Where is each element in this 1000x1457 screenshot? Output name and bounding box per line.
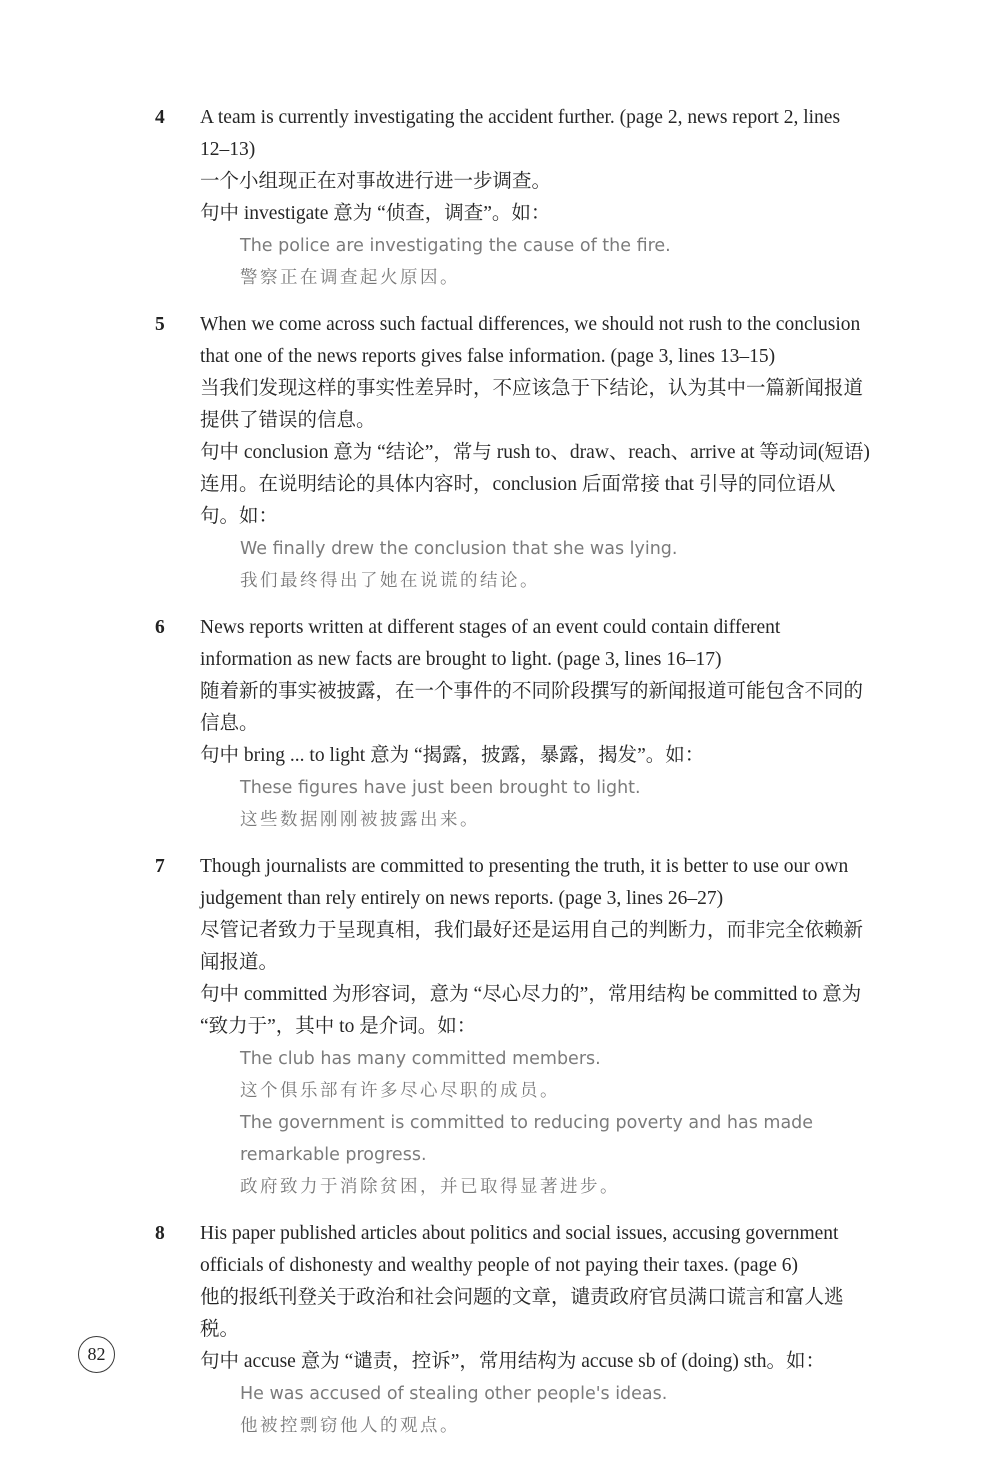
- item-vocab-explanation: 句中 bring ... to light 意为 “揭露，披露，暴露，揭发”。如：: [200, 745, 705, 766]
- list-item: [155, 1218, 873, 1442]
- example-block: [240, 1378, 860, 1442]
- example-sentence-en: These figures have just been brought to light.: [240, 778, 641, 798]
- item-vocab-explanation: 句中 conclusion 意为 “结论”，常与 rush to、draw、reach、arrive at 等动词(短语)连用。在说明结论的具体内容时，conclusion 后面常接 that 引导的同位语从句。如：: [200, 442, 870, 527]
- example-sentence-zh: 我们最终得出了她在说谎的结论。: [240, 571, 540, 591]
- item-english-text: A team is currently investigating the accident further. (page 2, news report 2, lines 12–13): [200, 107, 841, 160]
- item-body: [200, 612, 873, 836]
- example-sentence-en: The government is committed to reducing poverty and has made remarkable progress.: [240, 1113, 814, 1165]
- list-item: [155, 309, 873, 597]
- example-sentence-zh: 他被控剽窃他人的观点。: [240, 1416, 460, 1436]
- item-number: 6: [155, 617, 165, 638]
- example-sentence-zh: 警察正在调查起火原因。: [240, 268, 460, 288]
- item-body: [200, 102, 873, 294]
- item-body: [200, 309, 873, 597]
- item-chinese-translation: 当我们发现这样的事实性差异时，不应该急于下结论，认为其中一篇新闻报道提供了错误的信息。: [200, 378, 864, 431]
- item-body: [200, 851, 873, 1203]
- example-block: [240, 772, 860, 836]
- item-english-text: Though journalists are committed to presenting the truth, it is better to use our own judgement than rely entirely on news reports. (page 3, lines 26–27): [200, 856, 849, 909]
- item-english-text: News reports written at different stages of an event could contain different information as new facts are brought to light. (page 3, lines 16–17): [200, 617, 781, 670]
- document-page-content: [155, 102, 873, 1457]
- item-english-text: His paper published articles about politics and social issues, accusing government officials of dishonesty and wealthy people of not paying their taxes. (page 6): [200, 1223, 839, 1276]
- item-number: 5: [155, 314, 165, 335]
- example-sentence-zh: 这些数据刚刚被披露出来。: [240, 810, 480, 830]
- item-vocab-explanation: 句中 accuse 意为 “谴责，控诉”，常用结构为 accuse sb of (doing) sth。如：: [200, 1351, 825, 1372]
- item-chinese-translation: 一个小组现正在对事故进行进一步调查。: [200, 171, 552, 192]
- list-item: [155, 851, 873, 1203]
- example-sentence-en: The police are investigating the cause of the fire.: [240, 236, 671, 256]
- item-body: [200, 1218, 873, 1442]
- item-vocab-explanation: 句中 investigate 意为 “侦查，调查”。如：: [200, 203, 551, 224]
- item-chinese-translation: 他的报纸刊登关于政治和社会问题的文章，谴责政府官员满口谎言和富人逃税。: [200, 1287, 844, 1340]
- item-english-text: When we come across such factual differences, we should not rush to the conclusion that one of the news reports gives false information. (page 3, lines 13–15): [200, 314, 861, 367]
- item-number: 8: [155, 1223, 165, 1244]
- example-sentence-zh: 这个俱乐部有许多尽心尽职的成员。: [240, 1081, 560, 1101]
- item-vocab-explanation: 句中 committed 为形容词，意为 “尽心尽力的”，常用结构 be committed to 意为 “致力于”，其中 to 是介词。如：: [200, 984, 862, 1037]
- list-item: [155, 102, 873, 294]
- page-number-badge: [78, 1336, 115, 1373]
- example-block: [240, 230, 860, 294]
- example-sentence-zh: 政府致力于消除贫困，并已取得显著进步。: [240, 1177, 620, 1197]
- example-sentence-en: We finally drew the conclusion that she was lying.: [240, 539, 678, 559]
- example-block: [240, 1043, 860, 1203]
- item-chinese-translation: 尽管记者致力于呈现真相，我们最好还是运用自己的判断力，而非完全依赖新闻报道。: [200, 920, 864, 973]
- list-item: [155, 612, 873, 836]
- page-number: 82: [87, 1344, 106, 1364]
- item-chinese-translation: 随着新的事实被披露，在一个事件的不同阶段撰写的新闻报道可能包含不同的信息。: [200, 681, 864, 734]
- item-number: 4: [155, 107, 165, 128]
- example-sentence-en: The club has many committed members.: [240, 1049, 601, 1069]
- item-number: 7: [155, 856, 165, 877]
- example-block: [240, 533, 860, 597]
- example-sentence-en: He was accused of stealing other people's ideas.: [240, 1384, 668, 1404]
